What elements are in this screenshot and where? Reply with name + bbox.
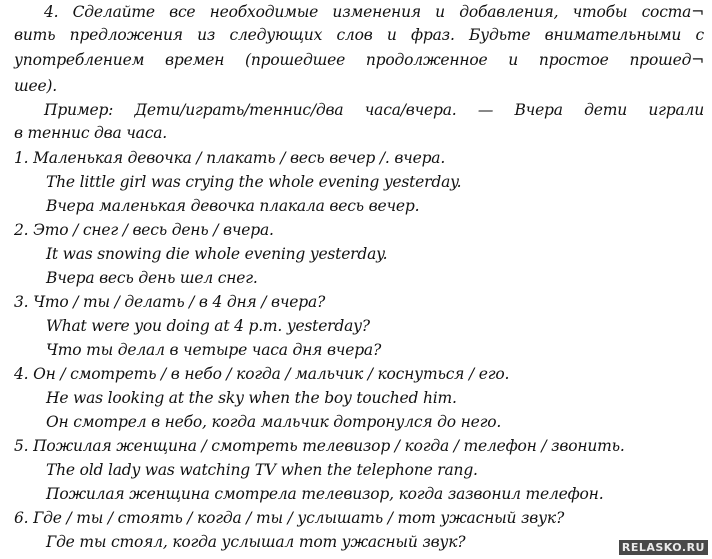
- item-6-prompt: 6. Где / ты / стоять / когда / ты / услышать / тот ужасный звук?: [14, 509, 565, 527]
- item-5-english: The old lady was watching TV when the telephone rang.: [46, 461, 478, 479]
- item-1-english: The little girl was crying the whole evening yesterday.: [46, 173, 462, 191]
- item-1-russian: Вчера маленькая девочка плакала весь вечер.: [46, 197, 420, 215]
- item-3-prompt: 3. Что / ты / делать / в 4 дня / вчера?: [14, 293, 326, 311]
- task-line-3: употреблением времен (прошедшее продолженное и простое прошед¬: [14, 51, 704, 69]
- item-2-english: It was snowing die whole evening yesterday.: [46, 245, 388, 263]
- item-5-russian: Пожилая женщина смотрела телевизор, когда зазвонил телефон.: [46, 485, 604, 503]
- example-line-2: в теннис два часа.: [14, 124, 167, 142]
- item-1-prompt: 1. Маленькая девочка / плакать / весь вечер /. вчера.: [14, 149, 446, 167]
- item-3-russian: Что ты делал в четыре часа дня вчера?: [46, 341, 382, 359]
- task-line-4: шее).: [14, 77, 58, 95]
- item-4-prompt: 4. Он / смотреть / в небо / когда / мальчик / коснуться / его.: [14, 365, 510, 383]
- item-4-english: He was looking at the sky when the boy touched him.: [46, 389, 457, 407]
- item-6-russian: Где ты стоял, когда услышал тот ужасный звук?: [46, 533, 466, 551]
- site-watermark: RELASKO.RU: [619, 540, 708, 555]
- example-line-1: Пример: Дети/играть/теннис/два часа/вчера. — Вчера дети играли: [44, 101, 704, 119]
- task-line-2: вить предложения из следующих слов и фраз. Будьте внимательными с: [14, 26, 704, 44]
- item-4-russian: Он смотрел в небо, когда мальчик дотронулся до него.: [46, 413, 502, 431]
- item-5-prompt: 5. Пожилая женщина / смотреть телевизор / когда / телефон / звонить.: [14, 437, 625, 455]
- item-2-russian: Вчера весь день шел снег.: [46, 269, 258, 287]
- task-line-1: 4. Сделайте все необходимые изменения и добавления, чтобы соста¬: [44, 3, 704, 21]
- item-2-prompt: 2. Это / снег / весь день / вчера.: [14, 221, 274, 239]
- item-3-english: What were you doing at 4 p.m. yesterday?: [46, 317, 370, 335]
